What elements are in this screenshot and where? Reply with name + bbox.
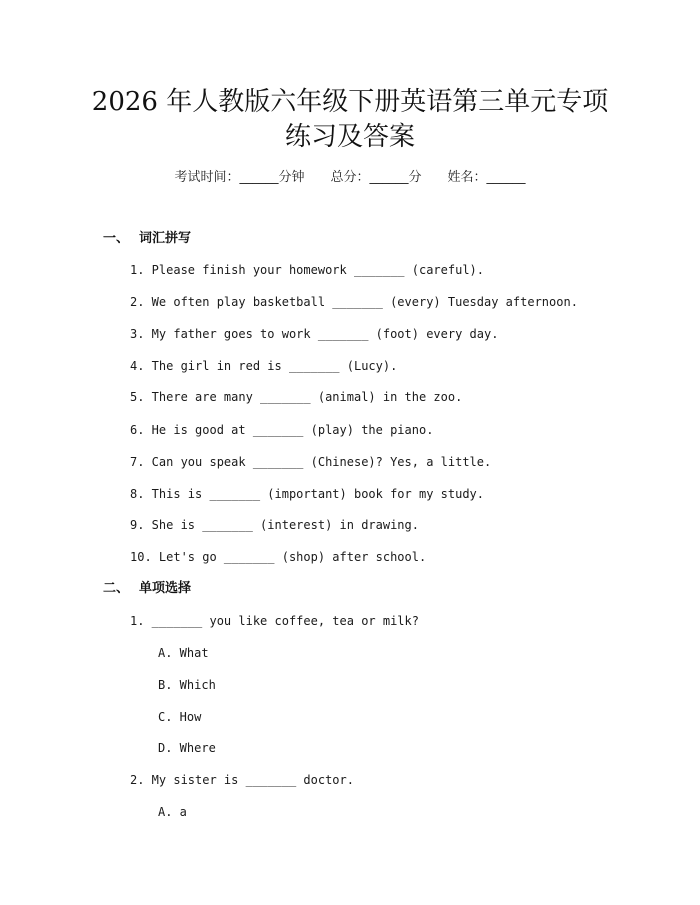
choice-option: A. What xyxy=(158,646,209,660)
document-title-line-1: 2026 年人教版六年级下册英语第三单元专项 xyxy=(91,87,609,117)
vocabulary-question: 9. She is _______ (interest) in drawing. xyxy=(130,518,419,532)
document-title-line-2: 练习及答案 xyxy=(284,122,415,152)
vocabulary-question: 6. He is good at _______ (play) the piano. xyxy=(130,423,434,437)
total-score-field: 总分：______分 xyxy=(330,170,422,185)
vocabulary-question: 7. Can you speak _______ (Chinese)? Yes, a little. xyxy=(130,455,492,469)
exam-info-line xyxy=(0,169,700,187)
choice-option: B. Which xyxy=(158,678,216,692)
vocabulary-question: 4. The girl in red is _______ (Lucy). xyxy=(130,359,398,373)
section-heading-multiple-choice xyxy=(103,580,191,598)
choice-question: 2. My sister is _______ doctor. xyxy=(130,773,354,787)
vocabulary-question: 2. We often play basketball _______ (every) Tuesday afternoon. xyxy=(130,295,578,309)
choice-option: D. Where xyxy=(158,741,216,755)
choice-question: 1. _______ you like coffee, tea or milk? xyxy=(130,614,419,628)
vocabulary-question: 8. This is _______ (important) book for my study. xyxy=(130,487,485,501)
section-title: 单项选择 xyxy=(139,581,192,596)
section-number: 二、 xyxy=(103,581,130,596)
section-heading-vocabulary xyxy=(103,230,191,248)
section-title: 词汇拼写 xyxy=(139,231,192,246)
exam-time-field: 考试时间：______分钟 xyxy=(174,170,305,185)
vocabulary-question: 3. My father goes to work _______ (foot) every day. xyxy=(130,327,499,341)
vocabulary-question: 10. Let's go _______ (shop) after school. xyxy=(130,550,427,564)
section-number: 一、 xyxy=(103,231,130,246)
vocabulary-question: 5. There are many _______ (animal) in the zoo. xyxy=(130,390,463,404)
choice-option: A. a xyxy=(158,805,187,819)
student-name-field: 姓名：______ xyxy=(447,170,526,185)
vocabulary-question: 1. Please finish your homework _______ (careful). xyxy=(130,263,485,277)
choice-option: C. How xyxy=(158,710,202,724)
